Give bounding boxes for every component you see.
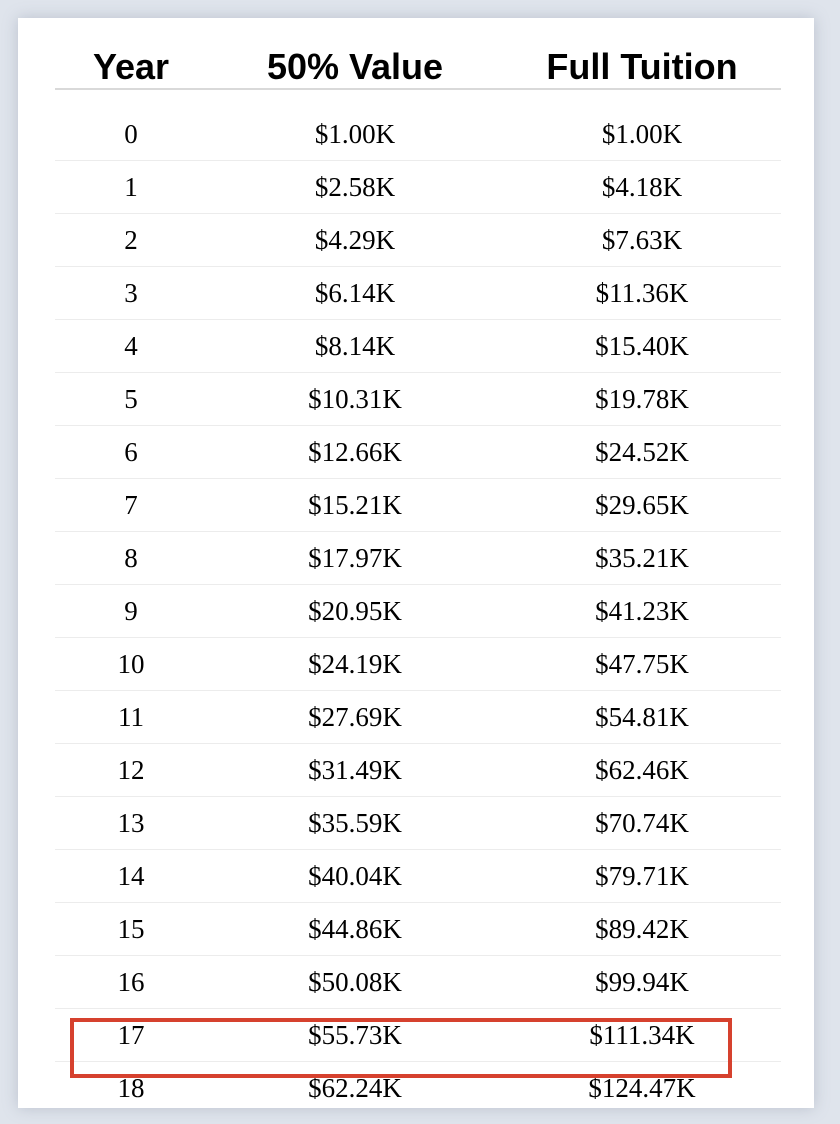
- table-row: [55, 797, 781, 850]
- year-cell: 3: [124, 278, 138, 308]
- half-value-cell: $12.66K: [308, 437, 402, 467]
- table-row: [55, 161, 781, 214]
- table-row: [55, 267, 781, 320]
- half-value-cell: $55.73K: [308, 1020, 402, 1050]
- half-value-cell: $2.58K: [314, 172, 396, 202]
- table-row: [55, 744, 781, 797]
- full-tuition-cell: $111.34K: [589, 1020, 695, 1050]
- table-row: [55, 320, 781, 373]
- full-tuition-cell: $19.78K: [595, 384, 689, 414]
- full-tuition-cell: $1.00K: [601, 119, 683, 149]
- half-value-cell: $10.31K: [308, 384, 402, 414]
- year-cell: 10: [117, 649, 145, 679]
- table-row: [55, 638, 781, 691]
- table-row: [55, 850, 781, 903]
- table-row: [55, 532, 781, 585]
- full-tuition-cell: $11.36K: [595, 278, 689, 308]
- full-tuition-cell: $41.23K: [595, 596, 689, 626]
- year-cell: 4: [124, 331, 138, 361]
- year-cell: 5: [124, 384, 138, 414]
- column-header-50-percent-value: 50% Value: [266, 46, 444, 87]
- table-row: [55, 426, 781, 479]
- half-value-cell: $62.24K: [308, 1073, 402, 1103]
- half-value-cell: $50.08K: [308, 967, 402, 997]
- half-value-cell: $40.04K: [308, 861, 402, 891]
- year-cell: 13: [117, 808, 145, 838]
- half-value-cell: $17.97K: [308, 543, 402, 573]
- year-cell: 17: [117, 1020, 145, 1050]
- year-cell: 9: [124, 596, 138, 626]
- full-tuition-cell: $15.40K: [595, 331, 689, 361]
- half-value-cell: $35.59K: [308, 808, 402, 838]
- half-value-cell: $4.29K: [314, 225, 396, 255]
- half-value-cell: $27.69K: [308, 702, 402, 732]
- year-cell: 12: [117, 755, 145, 785]
- table-row: [55, 479, 781, 532]
- half-value-cell: $24.19K: [308, 649, 402, 679]
- half-value-cell: $31.49K: [308, 755, 402, 785]
- year-cell: 8: [124, 543, 138, 573]
- column-header-full-tuition: Full Tuition: [546, 46, 738, 87]
- year-cell: 0: [124, 119, 138, 149]
- full-tuition-cell: $79.71K: [595, 861, 689, 891]
- year-cell: 14: [117, 861, 145, 891]
- full-tuition-cell: $24.52K: [595, 437, 689, 467]
- full-tuition-cell: $35.21K: [595, 543, 689, 573]
- column-header-year: Year: [92, 46, 170, 87]
- full-tuition-cell: $70.74K: [595, 808, 689, 838]
- table-row: [55, 108, 781, 161]
- year-cell: 1: [124, 172, 138, 202]
- full-tuition-cell: $62.46K: [595, 755, 689, 785]
- year-cell: 11: [118, 702, 144, 732]
- full-tuition-cell: $89.42K: [595, 914, 689, 944]
- table-row: [55, 956, 781, 1009]
- full-tuition-cell: $54.81K: [595, 702, 689, 732]
- full-tuition-cell: $29.65K: [595, 490, 689, 520]
- year-cell: 2: [124, 225, 138, 255]
- full-tuition-cell: $124.47K: [588, 1073, 696, 1103]
- full-tuition-cell: $4.18K: [601, 172, 683, 202]
- table-header: [55, 46, 781, 90]
- table-row-highlighted: [55, 1062, 781, 1114]
- year-cell: 15: [117, 914, 145, 944]
- table-row: [55, 691, 781, 744]
- table-body: [55, 108, 781, 1114]
- full-tuition-cell: $7.63K: [601, 225, 683, 255]
- half-value-cell: $20.95K: [308, 596, 402, 626]
- half-value-cell: $15.21K: [308, 490, 402, 520]
- table-row: [55, 1009, 781, 1062]
- half-value-cell: $1.00K: [314, 119, 396, 149]
- year-cell: 18: [117, 1073, 145, 1103]
- full-tuition-cell: $47.75K: [595, 649, 689, 679]
- full-tuition-cell: $99.94K: [595, 967, 689, 997]
- half-value-cell: $44.86K: [308, 914, 402, 944]
- year-cell: 7: [124, 490, 138, 520]
- half-value-cell: $6.14K: [314, 278, 396, 308]
- year-cell: 6: [124, 437, 138, 467]
- table-row: [55, 214, 781, 267]
- table-row: [55, 585, 781, 638]
- half-value-cell: $8.14K: [314, 331, 396, 361]
- table-card: [18, 18, 814, 1108]
- year-cell: 16: [117, 967, 145, 997]
- table-row: [55, 373, 781, 426]
- table-row: [55, 903, 781, 956]
